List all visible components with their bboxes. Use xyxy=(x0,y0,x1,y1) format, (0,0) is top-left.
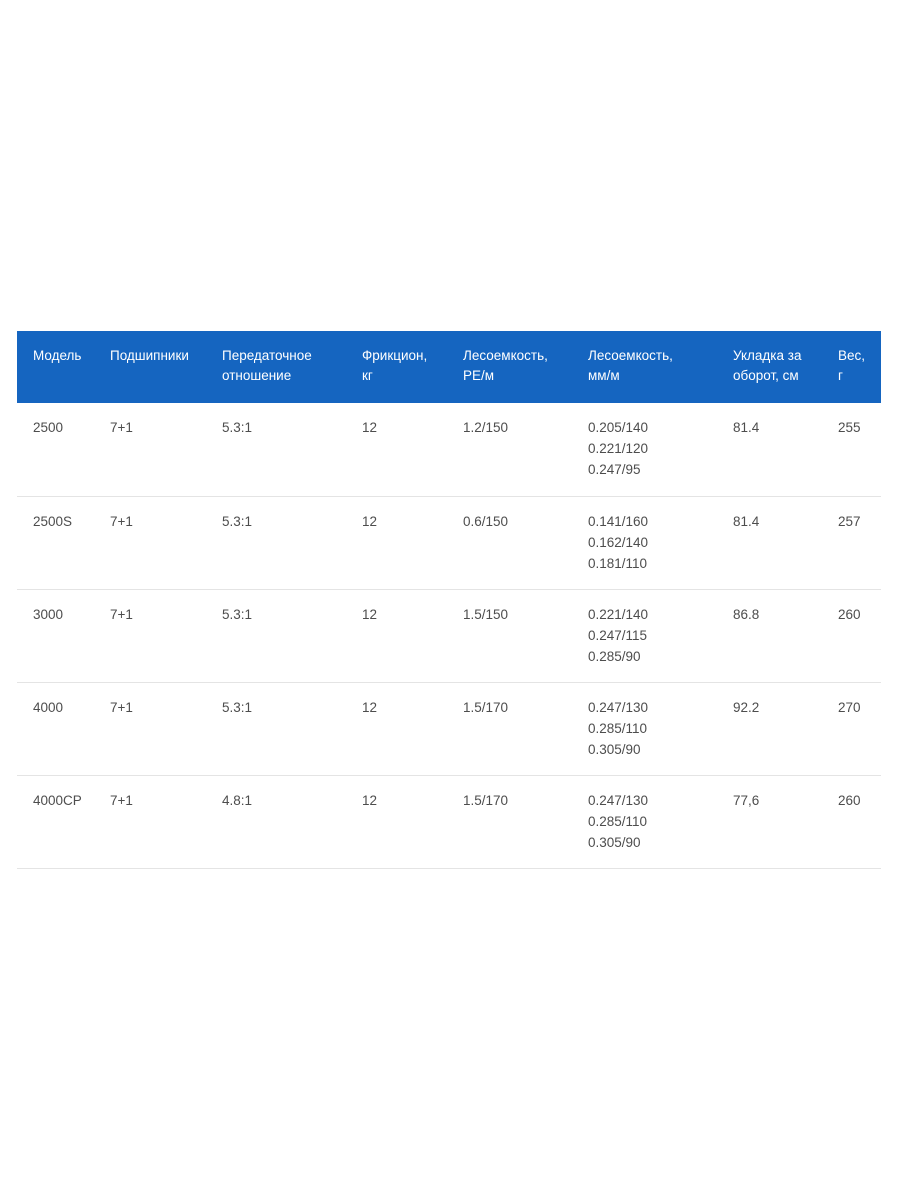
cell-capacity-pe: 1.5/150 xyxy=(463,589,588,682)
capacity-mm-line: 0.285/110 xyxy=(588,813,648,829)
cell-bearings: 7+1 xyxy=(110,775,222,868)
header-drag: Фрикцион, кг xyxy=(362,348,428,383)
header-bearings: Подшипники xyxy=(110,348,189,363)
cell-model: 4000CP xyxy=(17,775,110,868)
cell-weight: 255 xyxy=(838,403,881,496)
cell-model: 2500 xyxy=(17,403,110,496)
cell-weight: 260 xyxy=(838,589,881,682)
header-gear-ratio: Передаточное отношение xyxy=(222,348,312,383)
header-weight: Вес, г xyxy=(838,348,866,383)
cell-bearings: 7+1 xyxy=(110,682,222,775)
header-model: Модель xyxy=(33,348,82,363)
cell-gear-ratio: 4.8:1 xyxy=(222,775,362,868)
header-capacity-mm: Лесоемкость, мм/м xyxy=(588,348,673,383)
cell-capacity-mm xyxy=(588,496,733,589)
cell-bearings: 7+1 xyxy=(110,403,222,496)
table-row xyxy=(17,682,881,775)
capacity-mm-line: 0.247/130 xyxy=(588,792,649,808)
cell-weight: 260 xyxy=(838,775,881,868)
capacity-mm-line: 0.285/110 xyxy=(588,720,648,736)
cell-capacity-mm xyxy=(588,403,733,496)
cell-capacity-pe: 0.6/150 xyxy=(463,496,588,589)
cell-drag: 12 xyxy=(362,682,463,775)
spec-table-header xyxy=(17,331,881,403)
cell-model: 3000 xyxy=(17,589,110,682)
cell-retrieve: 81.4 xyxy=(733,403,838,496)
cell-gear-ratio: 5.3:1 xyxy=(222,403,362,496)
capacity-mm-line: 0.247/95 xyxy=(588,462,641,477)
header-retrieve: Укладка за оборот, см xyxy=(733,348,802,383)
header-row xyxy=(17,331,881,403)
cell-drag: 12 xyxy=(362,775,463,868)
cell-retrieve: 77,6 xyxy=(733,775,838,868)
capacity-mm-line: 0.141/160 xyxy=(588,513,649,529)
cell-capacity-mm xyxy=(588,775,733,868)
cell-model: 4000 xyxy=(17,682,110,775)
capacity-mm-line: 0.305/90 xyxy=(588,834,641,850)
header-capacity-pe: Лесоемкость, PE/м xyxy=(463,348,548,383)
cell-capacity-pe: 1.5/170 xyxy=(463,775,588,868)
cell-retrieve: 92.2 xyxy=(733,682,838,775)
reel-spec-table xyxy=(17,331,881,869)
cell-capacity-mm xyxy=(588,682,733,775)
cell-gear-ratio: 5.3:1 xyxy=(222,589,362,682)
table-row xyxy=(17,775,881,868)
capacity-mm-line: 0.205/140 xyxy=(588,420,649,435)
cell-weight: 257 xyxy=(838,496,881,589)
table-row xyxy=(17,496,881,589)
capacity-mm-line: 0.247/115 xyxy=(588,627,648,643)
cell-gear-ratio: 5.3:1 xyxy=(222,496,362,589)
capacity-mm-line: 0.162/140 xyxy=(588,534,649,550)
cell-retrieve: 86.8 xyxy=(733,589,838,682)
cell-drag: 12 xyxy=(362,589,463,682)
capacity-mm-line: 0.221/120 xyxy=(588,441,649,456)
table-row xyxy=(17,589,881,682)
capacity-mm-line: 0.305/90 xyxy=(588,741,641,757)
cell-capacity-pe: 1.5/170 xyxy=(463,682,588,775)
cell-weight: 270 xyxy=(838,682,881,775)
capacity-mm-line: 0.247/130 xyxy=(588,699,649,715)
cell-bearings: 7+1 xyxy=(110,496,222,589)
cell-gear-ratio: 5.3:1 xyxy=(222,682,362,775)
capacity-mm-line: 0.285/90 xyxy=(588,648,641,664)
cell-capacity-mm xyxy=(588,589,733,682)
cell-bearings: 7+1 xyxy=(110,589,222,682)
table-row xyxy=(17,403,881,496)
spec-table-body xyxy=(17,403,881,868)
capacity-mm-line: 0.181/110 xyxy=(588,555,648,571)
cell-capacity-pe: 1.2/150 xyxy=(463,403,588,496)
cell-retrieve: 81.4 xyxy=(733,496,838,589)
cell-drag: 12 xyxy=(362,403,463,496)
capacity-mm-line: 0.221/140 xyxy=(588,606,649,622)
cell-model: 2500S xyxy=(17,496,110,589)
cell-drag: 12 xyxy=(362,496,463,589)
